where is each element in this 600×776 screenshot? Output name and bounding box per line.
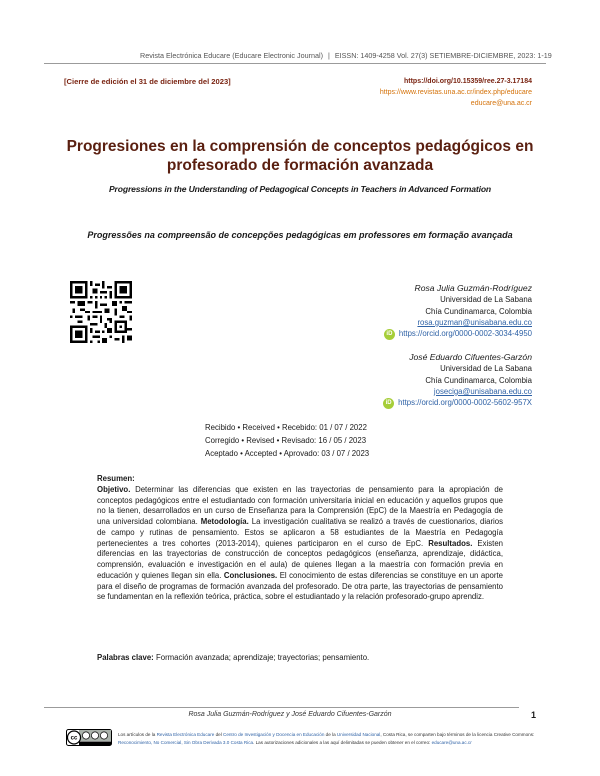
license-email-link[interactable]: educare@una.ac.cr: [431, 739, 472, 745]
keywords-label: Palabras clave:: [97, 653, 154, 662]
author-orcid[interactable]: [384, 328, 532, 339]
orcid-icon: iD: [383, 398, 394, 409]
footer-divider: [44, 707, 519, 708]
abstract: [97, 474, 503, 603]
results-text: Existen diferencias en las trayectorias de construcción de conceptos pedagógicos (enseñanza, aprendizaje, didáctica, comprensión, evaluación e investigación en el aula) de quienes llegan a la maestría con formación previa en educación y quienes llegan sin ella.: [97, 538, 503, 580]
conclusions-label: Conclusiones.: [223, 570, 278, 580]
author-name: José Eduardo Cifuentes-Garzón: [409, 352, 532, 362]
journal-email-link[interactable]: educare@una.ac.cr: [470, 100, 532, 107]
objective-label: Objetivo.: [97, 484, 131, 494]
date-revised: Corregido • Revised • Revisado: 16 / 05 / 2023: [205, 436, 367, 446]
running-header: [140, 51, 552, 60]
page-number: 1: [530, 710, 536, 720]
title-english: Progressions in the Understanding of Pedagogical Concepts in Teachers in Advanced Formation: [108, 184, 492, 194]
author-1: [384, 283, 532, 340]
journal-link[interactable]: Revista Electrónica Educare: [156, 732, 215, 737]
author-institution: Universidad de La Sabana: [440, 364, 532, 374]
author-location: Chía Cundinamarca, Colombia: [425, 306, 532, 316]
title-portuguese: Progressões na compreensão de concepções pedagógicas em professores em formação avançada: [87, 230, 513, 240]
objective-text: Determinar las diferencias que existen en las trayectorias de pensamiento para la apropiación de conceptos pedagógicos entre el estudiantado con formación universitaria inicial en educación y aquellos grupos que no la tienen, desarrollados en un curso de Enseñanza para la Comprensión (EpC) de la Maestría en Pedagogía de una universidad colombiana.: [97, 484, 503, 526]
journal-website-link[interactable]: https://www.revistas.una.ac.cr/index.php/educare: [379, 89, 532, 96]
author-location: Chía Cundinamarca, Colombia: [425, 375, 532, 385]
methodology-label: Metodología.: [200, 517, 249, 526]
submission-dates: [205, 421, 369, 461]
edition-close-note: [Cierre de edición el 31 de diciembre del 2023]: [64, 77, 231, 86]
article-links: [380, 76, 532, 109]
author-2: [383, 352, 532, 409]
license-text: de la: [325, 732, 336, 737]
license-text: Los artículos de la: [118, 732, 156, 737]
license-text: . Las autorizaciones adicionales a las aquí delimitadas se pueden obtener en el correo:: [253, 739, 431, 745]
author-email[interactable]: joseciga@unisabana.edu.co: [433, 386, 532, 396]
keywords-text: Formación avanzada; aprendizaje; trayectorias; pensamiento.: [155, 653, 370, 662]
cide-link[interactable]: Centro de Investigación y Docencia en Educación: [223, 732, 325, 737]
creative-commons-badge[interactable]: [66, 729, 112, 746]
cc-logo-text: cc: [70, 735, 78, 742]
author-institution: Universidad de La Sabana: [440, 295, 532, 305]
results-label: Resultados.: [428, 538, 473, 548]
orcid-link[interactable]: https://orcid.org/0000-0002-3034-4950: [398, 329, 532, 339]
date-accepted: Aceptado • Accepted • Aprovado: 03 / 07 / 2023: [205, 449, 370, 459]
journal-name: Revista Electrónica Educare (Educare Electronic Journal): [140, 51, 323, 60]
header-separator: |: [327, 51, 330, 60]
title-spanish: Progresiones en la comprensión de conceptos pedagógicos en profesorado de formación avanzada: [66, 138, 534, 174]
author-email[interactable]: rosa.guzman@unisabana.edu.co: [417, 317, 532, 327]
methodology-text: La investigación cualitativa se realizó a través de cuestionarios, diarios de campo y rutinas de pensamiento. Estos se aplicaron a 58 estudiantes de la Maestría en Pedagogía pertenecientes a tres cohortes (2013-2014), quienes participaron en el curso de EpC.: [97, 517, 504, 548]
header-divider: [44, 63, 546, 64]
qr-code[interactable]: [70, 281, 132, 343]
keywords: [97, 653, 503, 662]
university-link[interactable]: Universidad Nacional: [336, 732, 381, 737]
date-received: Recibido • Received • Recebido: 01 / 07 / 2022: [205, 423, 367, 432]
footer-authors: Rosa Julia Guzmán-Rodríguez y José Eduardo Cifuentes-Garzón: [188, 711, 392, 718]
doi-link[interactable]: https://doi.org/10.15359/ree.27-3.17184: [403, 78, 532, 85]
orcid-link[interactable]: https://orcid.org/0000-0002-5602-957X: [398, 398, 532, 408]
orcid-icon: iD: [384, 329, 395, 340]
license-text: del: [215, 732, 222, 737]
author-name: Rosa Julia Guzmán-Rodríguez: [414, 283, 532, 293]
author-orcid[interactable]: [383, 397, 532, 408]
conclusions-text: El conocimiento de estas diferencias se constituye en un aporte para el diseño de programas de formación avanzada del profesorado. De otra parte, las trayectorias de pensamiento se fundamentan en la reflexión teórica, práctica, sobre el estudiantado y la relación profesorado-grupo aprendiz.: [97, 570, 503, 602]
license-link[interactable]: Reconocimiento, No Comercial, Sin Obra Derivada 3.0 Costa Rica: [118, 739, 254, 745]
license-text: , Costa Rica, se comparten bajo términos de la licencia Creative Commons:: [380, 732, 535, 737]
issn-volume: EISSN: 1409-4258 Vol. 27(3) SETIEMBRE-DICIEMBRE, 2023: 1-19: [334, 51, 552, 60]
abstract-heading: Resumen:: [97, 474, 135, 483]
license-notice: [118, 731, 548, 746]
